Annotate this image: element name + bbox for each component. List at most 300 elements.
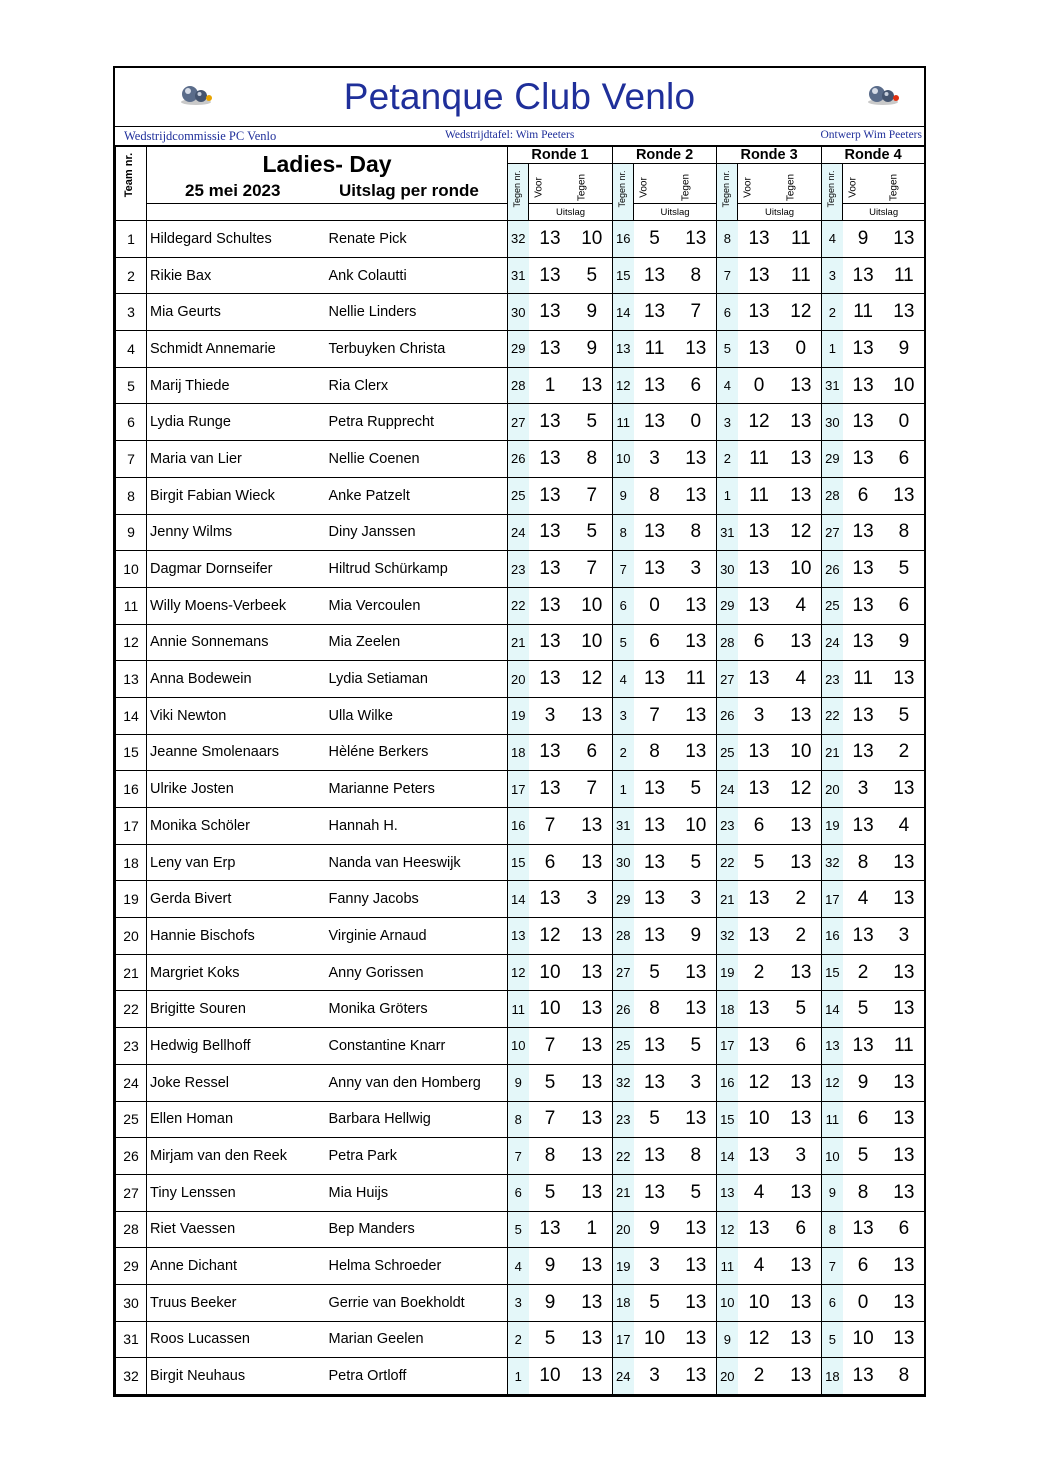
player-2-name: Nellie Linders: [327, 294, 508, 331]
round-1-score-tegen: 5: [572, 257, 613, 294]
round-1-score-tegen: 1: [572, 1211, 613, 1248]
round-3-score-tegen: 13: [781, 1064, 822, 1101]
blank-header-cell: [147, 204, 508, 221]
round-2-score-voor: 13: [634, 404, 676, 441]
round-3-opponent-nr: 31: [717, 514, 738, 551]
round-1-voor-header: Voor: [529, 164, 572, 204]
round-2-opponent-nr: 5: [613, 624, 634, 661]
player-1-name: Annie Sonnemans: [147, 624, 327, 661]
round-3-score-tegen: 12: [781, 294, 822, 331]
round-4-score-voor: 13: [843, 808, 884, 845]
round-3-opponent-nr: 15: [717, 1101, 738, 1138]
team-number: 12: [116, 624, 147, 661]
round-4-opponent-nr: 4: [822, 221, 843, 258]
table-row: [116, 881, 925, 918]
player-2-name: Nanda van Heeswijk: [327, 844, 508, 881]
round-3-score-tegen: 13: [781, 1358, 822, 1395]
round-2-score-tegen: 13: [676, 331, 717, 368]
round-1-score-voor: 13: [529, 734, 572, 771]
round-1-score-tegen: 9: [572, 331, 613, 368]
round-4-score-voor: 10: [843, 1321, 884, 1358]
team-number: 27: [116, 1174, 147, 1211]
results-sheet: [113, 66, 926, 1397]
round-1-score-tegen: 13: [572, 918, 613, 955]
round-3-score-voor: 13: [738, 734, 781, 771]
round-2-tegen-header: Tegen: [676, 164, 717, 204]
table-row: [116, 441, 925, 478]
round-3-score-voor: 13: [738, 1138, 781, 1175]
round-2-score-tegen: 8: [676, 1138, 717, 1175]
table-row: [116, 1284, 925, 1321]
round-4-opponent-nr: 2: [822, 294, 843, 331]
round-4-score-voor: 13: [843, 551, 884, 588]
round-3-score-tegen: 13: [781, 844, 822, 881]
round-1-score-tegen: 13: [572, 1248, 613, 1285]
round-4-score-voor: 0: [843, 1284, 884, 1321]
player-1-name: Roos Lucassen: [147, 1321, 327, 1358]
player-2-name: Lydia Setiaman: [327, 661, 508, 698]
round-4-score-tegen: 8: [884, 514, 925, 551]
round-1-opponent-nr: 6: [508, 1174, 529, 1211]
round-2-opponent-nr: 27: [613, 954, 634, 991]
round-3-score-tegen: 6: [781, 1028, 822, 1065]
round-4-score-voor: 4: [843, 881, 884, 918]
round-3-score-tegen: 2: [781, 918, 822, 955]
table-row: [116, 1028, 925, 1065]
round-1-score-tegen: 12: [572, 661, 613, 698]
round-4-opponent-nr: 9: [822, 1174, 843, 1211]
round-3-opponent-nr: 27: [717, 661, 738, 698]
round-2-opponent-nr: 18: [613, 1284, 634, 1321]
round-4-opponent-nr: 11: [822, 1101, 843, 1138]
round-2-opponent-nr: 21: [613, 1174, 634, 1211]
round-2-uitslag-header: Uitslag: [634, 204, 717, 221]
round-3-score-tegen: 13: [781, 1101, 822, 1138]
round-3-score-voor: 6: [738, 624, 781, 661]
table-row: [116, 1211, 925, 1248]
round-4-score-tegen: 13: [884, 477, 925, 514]
round-3-score-voor: 4: [738, 1174, 781, 1211]
round-2-opponent-nr: 12: [613, 367, 634, 404]
round-4-opponent-nr: 6: [822, 1284, 843, 1321]
round-2-score-voor: 13: [634, 1028, 676, 1065]
table-row: [116, 624, 925, 661]
round-1-header: Ronde 1: [508, 147, 613, 164]
round-4-opponent-nr: 31: [822, 367, 843, 404]
round-1-score-voor: 1: [529, 367, 572, 404]
round-1-score-voor: 13: [529, 551, 572, 588]
player-2-name: Marian Geelen: [327, 1321, 508, 1358]
round-4-opponent-nr: 1: [822, 331, 843, 368]
round-3-score-tegen: 13: [781, 441, 822, 478]
round-2-score-tegen: 13: [676, 954, 717, 991]
round-3-score-tegen: 5: [781, 991, 822, 1028]
player-1-name: Monika Schöler: [147, 808, 327, 845]
round-1-score-tegen: 5: [572, 404, 613, 441]
round-2-opponent-nr: 1: [613, 771, 634, 808]
round-4-score-voor: 13: [843, 918, 884, 955]
round-2-score-voor: 13: [634, 367, 676, 404]
round-3-tegen-nr-header: Tegen nr.: [717, 164, 738, 221]
round-3-tegen-header: Tegen: [781, 164, 822, 204]
round-2-score-tegen: 13: [676, 1284, 717, 1321]
table-row: [116, 294, 925, 331]
round-2-score-tegen: 13: [676, 1358, 717, 1395]
round-4-opponent-nr: 5: [822, 1321, 843, 1358]
round-1-score-voor: 5: [529, 1174, 572, 1211]
player-1-name: Tiny Lenssen: [147, 1174, 327, 1211]
team-number: 30: [116, 1284, 147, 1321]
round-1-opponent-nr: 29: [508, 331, 529, 368]
round-2-score-voor: 8: [634, 477, 676, 514]
round-1-opponent-nr: 7: [508, 1138, 529, 1175]
round-4-score-voor: 13: [843, 624, 884, 661]
round-3-score-voor: 13: [738, 257, 781, 294]
round-1-opponent-nr: 14: [508, 881, 529, 918]
round-4-score-voor: 3: [843, 771, 884, 808]
player-1-name: Jeanne Smolenaars: [147, 734, 327, 771]
round-2-opponent-nr: 7: [613, 551, 634, 588]
round-1-opponent-nr: 21: [508, 624, 529, 661]
player-2-name: Petra Ortloff: [327, 1358, 508, 1395]
player-1-name: Lydia Runge: [147, 404, 327, 441]
round-4-score-voor: 11: [843, 294, 884, 331]
round-4-score-voor: 13: [843, 257, 884, 294]
round-1-uitslag-header: Uitslag: [529, 204, 613, 221]
team-number: 5: [116, 367, 147, 404]
round-2-score-voor: 5: [634, 1284, 676, 1321]
round-1-tegen-nr-header: Tegen nr.: [508, 164, 529, 221]
round-4-score-tegen: 13: [884, 881, 925, 918]
player-1-name: Anna Bodewein: [147, 661, 327, 698]
round-3-opponent-nr: 14: [717, 1138, 738, 1175]
round-2-opponent-nr: 14: [613, 294, 634, 331]
round-3-score-tegen: 13: [781, 1284, 822, 1321]
player-2-name: Ria Clerx: [327, 367, 508, 404]
round-4-score-tegen: 4: [884, 808, 925, 845]
round-3-opponent-nr: 10: [717, 1284, 738, 1321]
round-1-score-voor: 13: [529, 294, 572, 331]
round-1-score-voor: 13: [529, 1211, 572, 1248]
round-1-score-voor: 13: [529, 881, 572, 918]
round-4-opponent-nr: 25: [822, 587, 843, 624]
round-2-score-voor: 10: [634, 1321, 676, 1358]
table-row: [116, 257, 925, 294]
round-1-score-tegen: 10: [572, 221, 613, 258]
round-3-score-tegen: 11: [781, 257, 822, 294]
round-2-score-voor: 13: [634, 918, 676, 955]
round-4-score-tegen: 13: [884, 1248, 925, 1285]
round-4-score-tegen: 11: [884, 257, 925, 294]
round-4-score-tegen: 9: [884, 624, 925, 661]
round-1-score-voor: 6: [529, 844, 572, 881]
team-number: 26: [116, 1138, 147, 1175]
round-1-score-tegen: 13: [572, 1138, 613, 1175]
round-1-opponent-nr: 27: [508, 404, 529, 441]
team-number: 32: [116, 1358, 147, 1395]
round-1-score-tegen: 6: [572, 734, 613, 771]
team-number: 9: [116, 514, 147, 551]
player-1-name: Birgit Fabian Wieck: [147, 477, 327, 514]
player-2-name: Terbuyken Christa: [327, 331, 508, 368]
round-1-opponent-nr: 25: [508, 477, 529, 514]
round-1-opponent-nr: 13: [508, 918, 529, 955]
round-3-opponent-nr: 8: [717, 221, 738, 258]
petanque-boules-icon: [864, 82, 902, 106]
round-3-opponent-nr: 1: [717, 477, 738, 514]
round-2-opponent-nr: 11: [613, 404, 634, 441]
team-number: 8: [116, 477, 147, 514]
round-3-score-tegen: 12: [781, 771, 822, 808]
round-2-score-tegen: 3: [676, 1064, 717, 1101]
round-2-score-voor: 7: [634, 697, 676, 734]
round-2-score-tegen: 10: [676, 808, 717, 845]
round-1-opponent-nr: 16: [508, 808, 529, 845]
round-3-opponent-nr: 3: [717, 404, 738, 441]
round-2-score-tegen: 13: [676, 1248, 717, 1285]
player-2-name: Petra Park: [327, 1138, 508, 1175]
team-number: 21: [116, 954, 147, 991]
round-3-score-tegen: 6: [781, 1211, 822, 1248]
round-3-opponent-nr: 24: [717, 771, 738, 808]
round-4-score-voor: 13: [843, 404, 884, 441]
round-4-opponent-nr: 14: [822, 991, 843, 1028]
round-3-score-tegen: 4: [781, 587, 822, 624]
round-4-score-tegen: 13: [884, 844, 925, 881]
round-3-score-tegen: 13: [781, 697, 822, 734]
round-4-score-tegen: 13: [884, 294, 925, 331]
round-4-score-tegen: 3: [884, 918, 925, 955]
round-2-score-voor: 3: [634, 441, 676, 478]
team-number: 23: [116, 1028, 147, 1065]
team-number: 28: [116, 1211, 147, 1248]
round-2-opponent-nr: 30: [613, 844, 634, 881]
round-4-opponent-nr: 28: [822, 477, 843, 514]
round-3-score-tegen: 2: [781, 881, 822, 918]
round-2-score-voor: 11: [634, 331, 676, 368]
round-4-score-voor: 5: [843, 991, 884, 1028]
table-row: [116, 331, 925, 368]
round-4-score-tegen: 13: [884, 221, 925, 258]
team-number: 22: [116, 991, 147, 1028]
team-number: 4: [116, 331, 147, 368]
player-2-name: Hannah H.: [327, 808, 508, 845]
round-4-opponent-nr: 20: [822, 771, 843, 808]
event-date: 25 mei 2023: [185, 181, 281, 200]
round-4-score-voor: 2: [843, 954, 884, 991]
round-3-score-tegen: 3: [781, 1138, 822, 1175]
round-3-score-tegen: 13: [781, 1174, 822, 1211]
round-2-score-tegen: 7: [676, 294, 717, 331]
club-title: Petanque Club Venlo: [343, 76, 696, 117]
player-1-name: Truus Beeker: [147, 1284, 327, 1321]
round-2-score-tegen: 9: [676, 918, 717, 955]
team-nr-header: Team nr.: [116, 147, 147, 221]
round-4-score-voor: 8: [843, 1174, 884, 1211]
credit-committee: Wedstrijdcommissie PC Venlo: [124, 129, 277, 143]
round-1-opponent-nr: 4: [508, 1248, 529, 1285]
player-1-name: Riet Vaessen: [147, 1211, 327, 1248]
round-3-score-voor: 13: [738, 771, 781, 808]
round-4-score-tegen: 13: [884, 991, 925, 1028]
round-4-opponent-nr: 16: [822, 918, 843, 955]
team-number: 16: [116, 771, 147, 808]
player-1-name: Birgit Neuhaus: [147, 1358, 327, 1395]
event-subtitle: Uitslag per ronde: [339, 181, 479, 200]
player-2-name: Ulla Wilke: [327, 697, 508, 734]
round-4-score-tegen: 6: [884, 1211, 925, 1248]
round-2-score-tegen: 13: [676, 1321, 717, 1358]
round-4-score-tegen: 13: [884, 661, 925, 698]
round-1-tegen-header: Tegen: [572, 164, 613, 204]
table-row: [116, 1174, 925, 1211]
round-4-tegen-nr-header: Tegen nr.: [822, 164, 843, 221]
round-1-score-voor: 13: [529, 441, 572, 478]
table-row: [116, 844, 925, 881]
round-2-opponent-nr: 32: [613, 1064, 634, 1101]
player-2-name: Anny van den Homberg: [327, 1064, 508, 1101]
round-2-opponent-nr: 15: [613, 257, 634, 294]
round-2-score-voor: 13: [634, 514, 676, 551]
round-3-score-voor: 13: [738, 1211, 781, 1248]
round-1-score-tegen: 13: [572, 367, 613, 404]
player-1-name: Mia Geurts: [147, 294, 327, 331]
round-2-opponent-nr: 6: [613, 587, 634, 624]
round-4-opponent-nr: 18: [822, 1358, 843, 1395]
round-1-opponent-nr: 15: [508, 844, 529, 881]
round-2-score-tegen: 13: [676, 1101, 717, 1138]
round-1-score-voor: 5: [529, 1321, 572, 1358]
round-3-score-tegen: 10: [781, 734, 822, 771]
round-2-opponent-nr: 8: [613, 514, 634, 551]
round-4-tegen-header: Tegen: [884, 164, 925, 204]
round-4-opponent-nr: 10: [822, 1138, 843, 1175]
player-2-name: Diny Janssen: [327, 514, 508, 551]
round-3-opponent-nr: 30: [717, 551, 738, 588]
player-2-name: Marianne Peters: [327, 771, 508, 808]
table-row: [116, 991, 925, 1028]
round-3-score-tegen: 0: [781, 331, 822, 368]
player-2-name: Mia Vercoulen: [327, 587, 508, 624]
round-4-opponent-nr: 22: [822, 697, 843, 734]
round-4-opponent-nr: 30: [822, 404, 843, 441]
round-3-opponent-nr: 16: [717, 1064, 738, 1101]
round-2-opponent-nr: 3: [613, 697, 634, 734]
table-row: [116, 221, 925, 258]
round-4-opponent-nr: 15: [822, 954, 843, 991]
round-1-score-voor: 3: [529, 697, 572, 734]
team-number: 10: [116, 551, 147, 588]
round-2-score-voor: 5: [634, 221, 676, 258]
round-4-score-voor: 13: [843, 367, 884, 404]
round-3-score-tegen: 12: [781, 514, 822, 551]
round-3-opponent-nr: 13: [717, 1174, 738, 1211]
round-3-opponent-nr: 11: [717, 1248, 738, 1285]
player-2-name: Petra Rupprecht: [327, 404, 508, 441]
round-1-score-tegen: 13: [572, 697, 613, 734]
player-2-name: Nellie Coenen: [327, 441, 508, 478]
player-1-name: Anne Dichant: [147, 1248, 327, 1285]
round-3-score-voor: 13: [738, 881, 781, 918]
round-4-header: Ronde 4: [822, 147, 925, 164]
player-1-name: Viki Newton: [147, 697, 327, 734]
table-row: [116, 587, 925, 624]
round-3-score-voor: 12: [738, 404, 781, 441]
round-2-opponent-nr: 28: [613, 918, 634, 955]
event-title: Ladies- Day: [262, 151, 392, 177]
player-1-name: Jenny Wilms: [147, 514, 327, 551]
round-1-opponent-nr: 22: [508, 587, 529, 624]
round-1-opponent-nr: 3: [508, 1284, 529, 1321]
player-2-name: Renate Pick: [327, 221, 508, 258]
team-number: 15: [116, 734, 147, 771]
table-row: [116, 1138, 925, 1175]
round-1-score-voor: 13: [529, 514, 572, 551]
round-3-opponent-nr: 6: [717, 294, 738, 331]
round-1-score-tegen: 13: [572, 808, 613, 845]
round-2-score-voor: 13: [634, 771, 676, 808]
table-row: [116, 1248, 925, 1285]
round-2-score-voor: 3: [634, 1358, 676, 1395]
table-row: [116, 404, 925, 441]
round-4-score-voor: 9: [843, 1064, 884, 1101]
team-number: 24: [116, 1064, 147, 1101]
round-2-tegen-nr-header: Tegen nr.: [613, 164, 634, 221]
round-3-opponent-nr: 9: [717, 1321, 738, 1358]
round-2-opponent-nr: 29: [613, 881, 634, 918]
round-4-opponent-nr: 8: [822, 1211, 843, 1248]
player-2-name: Bep Manders: [327, 1211, 508, 1248]
round-4-opponent-nr: 13: [822, 1028, 843, 1065]
round-1-score-voor: 9: [529, 1248, 572, 1285]
team-number: 7: [116, 441, 147, 478]
round-1-score-voor: 13: [529, 661, 572, 698]
round-1-score-voor: 13: [529, 331, 572, 368]
round-3-score-voor: 6: [738, 808, 781, 845]
round-3-score-tegen: 13: [781, 1321, 822, 1358]
round-4-score-voor: 13: [843, 514, 884, 551]
round-1-opponent-nr: 30: [508, 294, 529, 331]
team-number: 17: [116, 808, 147, 845]
round-3-opponent-nr: 22: [717, 844, 738, 881]
player-2-name: Ank Colautti: [327, 257, 508, 294]
round-4-score-voor: 6: [843, 1101, 884, 1138]
round-3-score-tegen: 13: [781, 404, 822, 441]
round-1-opponent-nr: 31: [508, 257, 529, 294]
credits-bar: [115, 127, 924, 146]
round-1-score-tegen: 7: [572, 477, 613, 514]
round-1-score-voor: 13: [529, 771, 572, 808]
round-2-score-tegen: 8: [676, 257, 717, 294]
round-2-score-voor: 5: [634, 1101, 676, 1138]
round-2-opponent-nr: 17: [613, 1321, 634, 1358]
round-1-score-tegen: 13: [572, 991, 613, 1028]
player-2-name: Mia Zeelen: [327, 624, 508, 661]
round-2-score-voor: 5: [634, 954, 676, 991]
player-1-name: Ellen Homan: [147, 1101, 327, 1138]
table-row: [116, 661, 925, 698]
credit-table: Wedstrijdtafel: Wim Peeters: [445, 129, 575, 141]
player-1-name: Gerda Bivert: [147, 881, 327, 918]
round-3-score-voor: 13: [738, 918, 781, 955]
round-1-opponent-nr: 18: [508, 734, 529, 771]
round-4-score-tegen: 13: [884, 1064, 925, 1101]
round-1-score-voor: 12: [529, 918, 572, 955]
player-1-name: Dagmar Dornseifer: [147, 551, 327, 588]
round-3-opponent-nr: 23: [717, 808, 738, 845]
round-2-score-voor: 13: [634, 1138, 676, 1175]
round-4-opponent-nr: 29: [822, 441, 843, 478]
